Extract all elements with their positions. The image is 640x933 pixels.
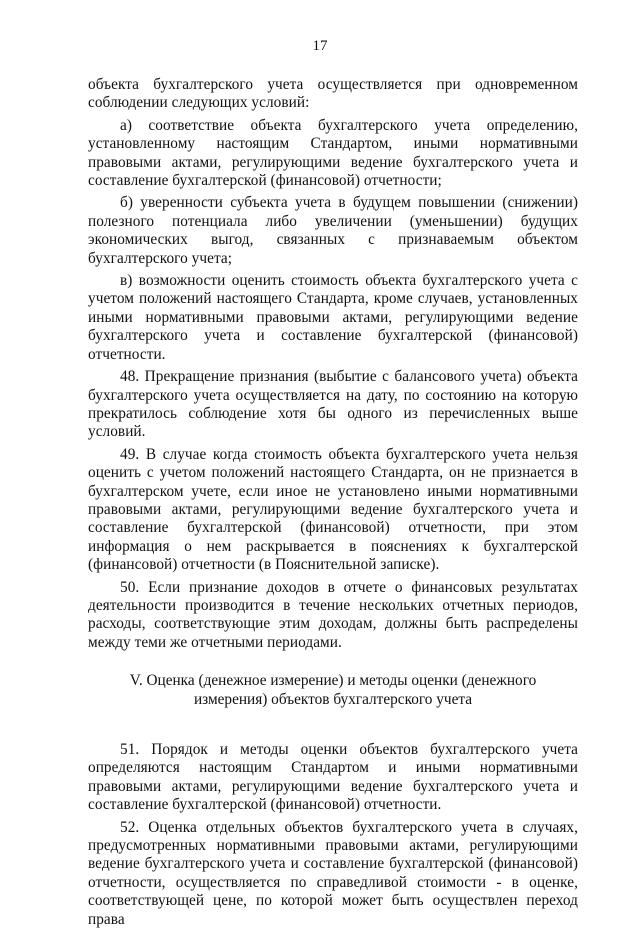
condition-b: б) уверенности субъекта учета в будущем повышении (снижении) полезного потенциала либо увеличении (уменьшении) будущих экономических выгод, связанных с признаваемым объектом бухгалтерского учета; (88, 194, 578, 267)
condition-a: а) соответствие объекта бухгалтерского учета определению, установленному настоящим Стандартом, иными нормативными правовыми актами, регулирующими ведение бухгалтерского учета и составление бухгалтерской (финансовой) отчетности; (88, 116, 578, 190)
paragraph-continuation: объекта бухгалтерского учета осуществляется при одновременном соблюдении следующих условий: (88, 76, 578, 112)
clause-51: 51. Порядок и методы оценки объектов бухгалтерского учета определяются настоящим Стандартом и иными нормативными правовыми актами, регулирующими ведение бухгалтерского учета и составление бухгалтерской (финансовой) отчетности. (88, 741, 578, 814)
section-heading-line-2: измерения) объектов бухгалтерского учета (193, 690, 473, 708)
condition-v: в) возможности оценить стоимость объекта бухгалтерского учета с учетом положений настоящего Стандарта, кроме случаев, установленных иными нормативными правовыми актами, регулирующими ведение бухгалтерского учета и составление бухгалтерской (финансовой) отчетности. (88, 272, 578, 363)
clause-52: 52. Оценка отдельных объектов бухгалтерского учета в случаях, предусмотренных нормативными правовыми актами, регулирующими ведение бухгалтерского учета и составление бухгалтерской (финансовой) отчетности, осуществляется по справедливой стоимости - в оценке, соответствующей цене, по которой может быть осуществлен переход права (88, 818, 578, 928)
section-heading-line-1: V. Оценка (денежное измерение) и методы оценки (денежного (129, 672, 537, 690)
clause-50: 50. Если признание доходов в отчете о финансовых результатах деятельности производится в течение нескольких отчетных периодов, расходы, соответствующие этим доходам, должны быть распределены между теми же отчетными периодами. (88, 578, 578, 651)
clause-48: 48. Прекращение признания (выбытие с балансового учета) объекта бухгалтерского учета осуществляется на дату, по состоянию на которую прекратилось соблюдение хотя бы одного из перечисленных выше условий. (88, 368, 578, 441)
page-number: 17 (312, 38, 328, 54)
clause-49: 49. В случае когда стоимость объекта бухгалтерского учета нельзя оценить с учетом положений настоящего Стандарта, он не признается в бухгалтерском учете, если иное не установлено иными нормативными правовыми актами, регулирующими ведение бухгалтерского учета и составление бухгалтерской (финансовой) отчетности, при этом информация о нем раскрывается в пояснениях к бухгалтерской (финансовой) отчетности (в Пояснительной записке). (88, 445, 578, 574)
document-body (88, 76, 578, 933)
section-heading (88, 672, 578, 709)
